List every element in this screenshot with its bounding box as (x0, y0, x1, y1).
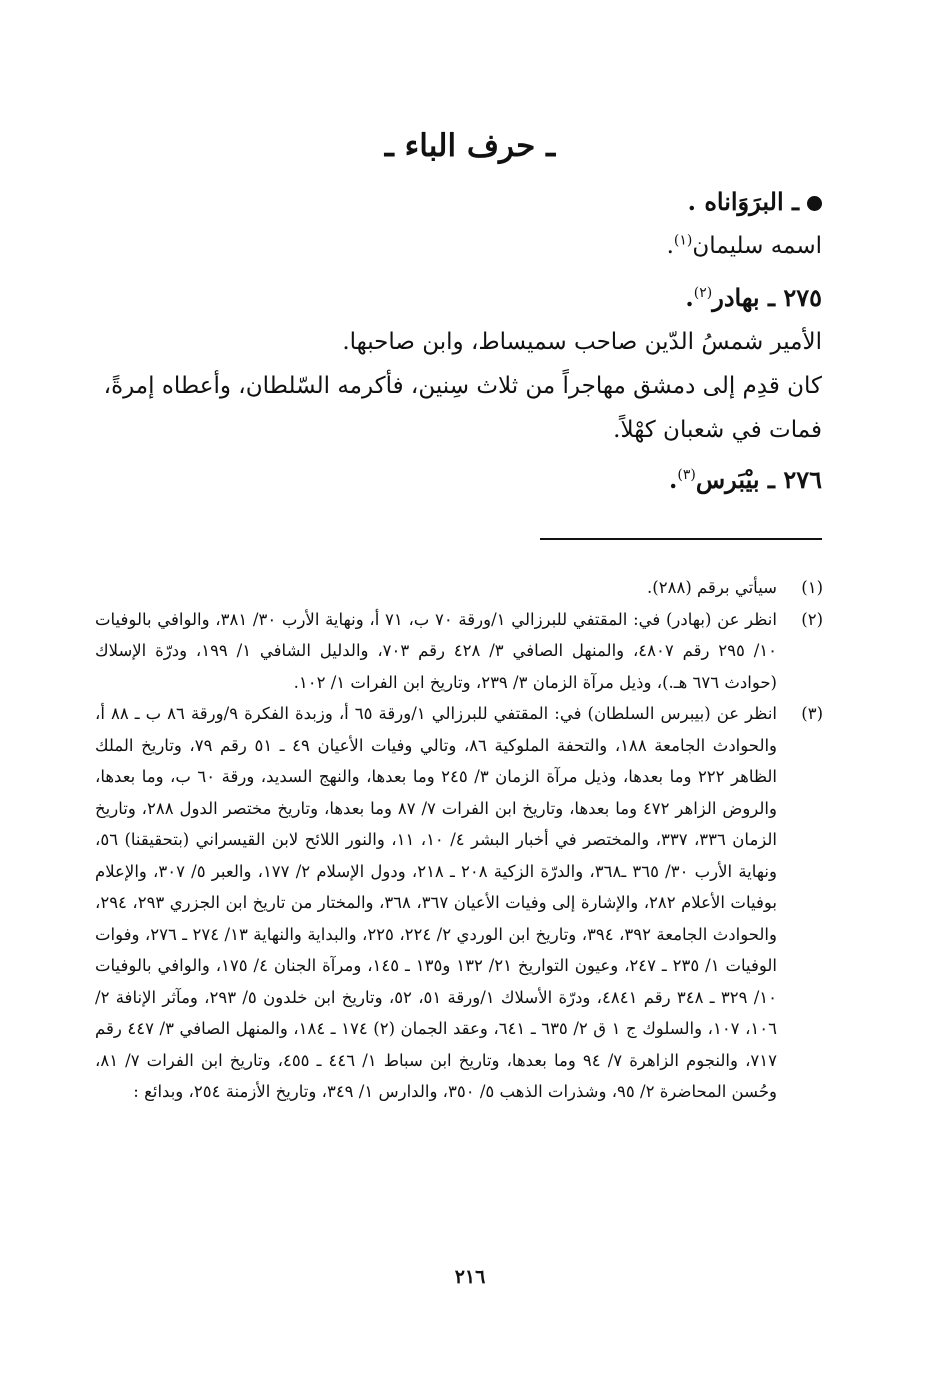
punctuation: . (685, 283, 694, 312)
footnote-ref: (٢) (693, 285, 713, 301)
footnote-ref: (١) (673, 232, 693, 249)
entry-heading-text: ٢٧٦ ـ بيْبَرس (695, 465, 822, 494)
main-text (95, 180, 822, 502)
footnote-1 (95, 572, 822, 604)
footnote-text: انظر عن (بهادر) في: المقتفي للبرزالي ١/ورقة ٧٠ ب، ٧١ أ، ونهاية الأرب ٣٠/ ٣٨١، والوافي بالوفيات ١٠/ ٢٩٥ رقم ٤٨٠٧، والمنهل الصافي ٣/ ٤٢٨ رقم ٧٠٣، والدليل الشافي ١/ ١٩٩، ودرّة الإسلاك (حوادث ٦٧٦ هـ.)، وذيل مرآة الزمان ٣/ ٢٣٩، وتاريخ ابن الفرات ١/ ١٠٢. (95, 609, 777, 692)
footnote-text: سيأتي برقم (٢٨٨). (647, 578, 777, 597)
footnote-2 (95, 604, 822, 699)
chapter-title: ـ حرف الباء ـ (384, 128, 556, 164)
entry-275-line-2: كان قدِم إلى دمشق مهاجراً من ثلاث سِنين، فأكرمه السّلطان، وأعطاه إمرةً، فمات في شعبان كهْلاً. (103, 373, 822, 443)
footnote-text: انظر عن (بيبرس السلطان) في: المقتفي للبرزالي ١/ورقة ٦٥ أ، وزبدة الفكرة ٩/ورقة ٨٦ ب ـ ٨٨ أ، والحوادث الجامعة ١٨٨، والتحفة الملوكية ٨٦، وتالي وفيات الأعيان ٤٩ ـ ٥١ رقم ٧٩، وتاريخ الملك الظاهر ٢٢٢ وما بعدها، وذيل مرآة الزمان ٣/ ٢٤٥ وما بعدها، والنهج السديد، ورقة ٦٠ ب، وما بعدها، والروض الزاهر ٤٧٢ وما بعدها، وتاريخ ابن الفرات ٧/ ٨٧ وما بعدها، وتاريخ مختصر الدول ٢٨٨، وتاريخ الزمان ٣٣٦، ٣٣٧، والمختصر في أخبار البشر ٤/ ١٠، ١١، والنور اللائح لابن القيسراني (بتحقيقنا) ٥٦، ونهاية الأرب ٣٠/ ٣٦٥ ـ٣٦٨، والدرّة الزكية ٢٠٨ ـ ٢١٨، ودول الإسلام ٢/ ١٧٧، والعبر ٥/ ٣٠٧، والإعلام بوفيات الأعلام ٢٨٢، والإشارة إلى وفيات الأعيان ٣٦٧، ٣٦٨، والمختار من تاريخ ابن الجزري ٢٩٣، ٢٩٤، والحوادث الجامعة ٣٩٢، ٣٩٤، وتاريخ ابن الوردي ٢/ ٢٢٤، ٢٢٥، والبداية والنهاية ١٣/ ٢٧٤ ـ ٢٧٦، وفوات الوفيات ١/ ٢٣٥ ـ ٢٤٧، وعيون التواريخ ٢١/ ١٣٢ و١٣٥ ـ ١٤٥، ومرآة الجنان ٤/ ١٧٥، والوافي بالوفيات ١٠/ ٣٢٩ ـ ٣٤٨ رقم ٤٨٤١، ودرّة الأسلاك ١/ورقة ٥١، ٥٢، وتاريخ ابن خلدون ٥/ ٢٩٣، ومآثر الإنافة ٢/ ١٠٦، ١٠٧، والسلوك ج ١ ق ٢/ ٦٣٥ ـ ٦٤١، وعقد الجمان (٢) ١٧٤ ـ ١٨٤، والمنهل الصافي ٣/ ٤٤٧ رقم ٧١٧، والنجوم الزاهرة ٧/ ٩٤ وما بعدها، وتاريخ ابن سباط ١/ ٤٤٦ ـ ٤٥٥، وتاريخ ابن الفرات ٧/ ٨١، وحُسن المحاضرة ٢/ ٩٥، وشذرات الذهب ٥/ ٣٥٠، والدارس ١/ ٣٤٩، وتاريخ الأزمنة ٢٥٤، وبدائع : (95, 704, 778, 1101)
entry-heading-text: ٢٧٥ ـ بهادر (712, 283, 822, 312)
page-number: ٢١٦ (454, 1266, 486, 1288)
entry-heading-text: ـ البرَوَاناه . (687, 187, 799, 216)
footnote-number: (٣) (801, 704, 823, 723)
bullet-icon (807, 196, 822, 211)
punctuation: . (666, 233, 674, 259)
entry-text: اسمه سليمان (692, 233, 822, 259)
entry-275-line-1: الأمير شمسُ الدّين صاحب سميساط، وابن صاحبها. (342, 329, 822, 355)
entry-275-heading (95, 276, 822, 320)
footnote-ref: (٣) (677, 467, 696, 483)
footnote-separator (540, 538, 822, 540)
entry-276-heading (95, 458, 822, 502)
entry-barwanah-text (95, 224, 822, 268)
footnote-3 (95, 698, 822, 1108)
entry-barwanah-heading (95, 180, 822, 224)
footnote-number: (٢) (801, 609, 823, 629)
footnote-number: (١) (801, 578, 823, 597)
punctuation: . (669, 465, 678, 494)
footnotes (95, 572, 822, 1108)
